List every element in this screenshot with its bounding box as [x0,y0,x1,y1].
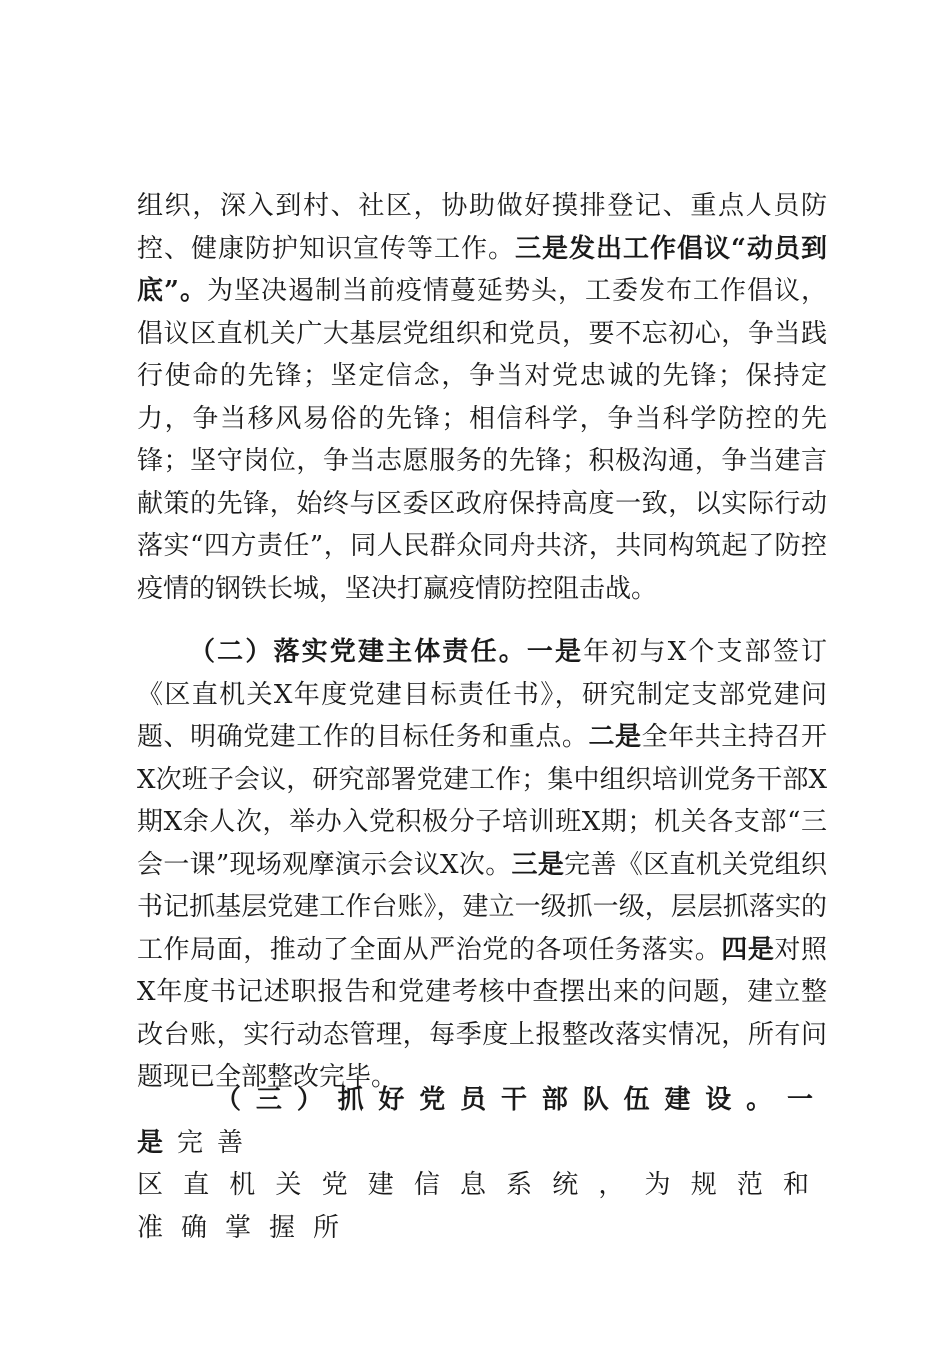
item-marker-3: 三是 [511,849,565,880]
section-heading-2: （二）落实党建主体责任。 [189,637,527,667]
paragraph-text: 全年共主持召开X次班子会议，研究部署党建工作；集中组织培训党务干部X期X余人次，举办入党积极分子培训班X期；机关各支部“三会一课”现场观摩演示会议X次。 [137,722,827,880]
section-heading-3: （三）抓好党员干部队伍建设。 [215,1085,787,1115]
item-marker-4: 四是 [721,934,775,965]
item-marker-2: 二是 [588,722,642,752]
paragraph-text: 区直机关党建信息系统，为规范和准确掌握所 [137,1170,827,1243]
paragraph-text: 完善 [177,1127,258,1158]
bold-heading-third-item: 三是发出工作倡议“动员到底”。 [137,233,827,306]
item-marker-1: 一是 [526,637,584,667]
paragraph-text: 完善《区直机关党组织书记抓基层党建工作台账》，建立一级抓一级，层层抓落实的工作局面，推动了全面从严治党的各项任务落实。 [137,849,827,965]
item-marker-1: 一是 [137,1085,827,1158]
paragraph-text: 对照X年度书记述职报告和党建考核中查摆出来的问题，建立整改台账，实行动态管理，每季度上报整改落实情况，所有问题现已全部整改完毕。 [137,934,827,1092]
paragraph-party-responsibility [137,631,827,1099]
paragraph-cadre-building [137,1079,827,1249]
paragraph-text: 为坚决遏制当前疫情蔓延势头，工委发布工作倡议，倡议区直机关广大基层党组织和党员，要不忘初心，争当践行使命的先锋；坚定信念，争当对党忠诚的先锋；保持定力，争当移风易俗的先锋；相信科学，争当科学防控的先锋；坚守岗位，争当志愿服务的先锋；积极沟通，争当建言献策的先锋，始终与区委区政府保持高度一致，以实际行动落实“四方责任”，同人民群众同舟共济，共同构筑起了防控疫情的钢铁长城，坚决打赢疫情防控阻击战。 [137,276,827,604]
paragraph-mobilization [137,185,827,610]
paragraph-text: 年初与X个支部签订《区直机关X年度党建目标责任书》，研究制定支部党建问题、明确党建工作的目标任务和重点。 [137,637,827,752]
paragraph-text: 组织，深入到村、社区，协助做好摸排登记、重点人员防控、健康防护知识宣传等工作。 [137,191,827,264]
